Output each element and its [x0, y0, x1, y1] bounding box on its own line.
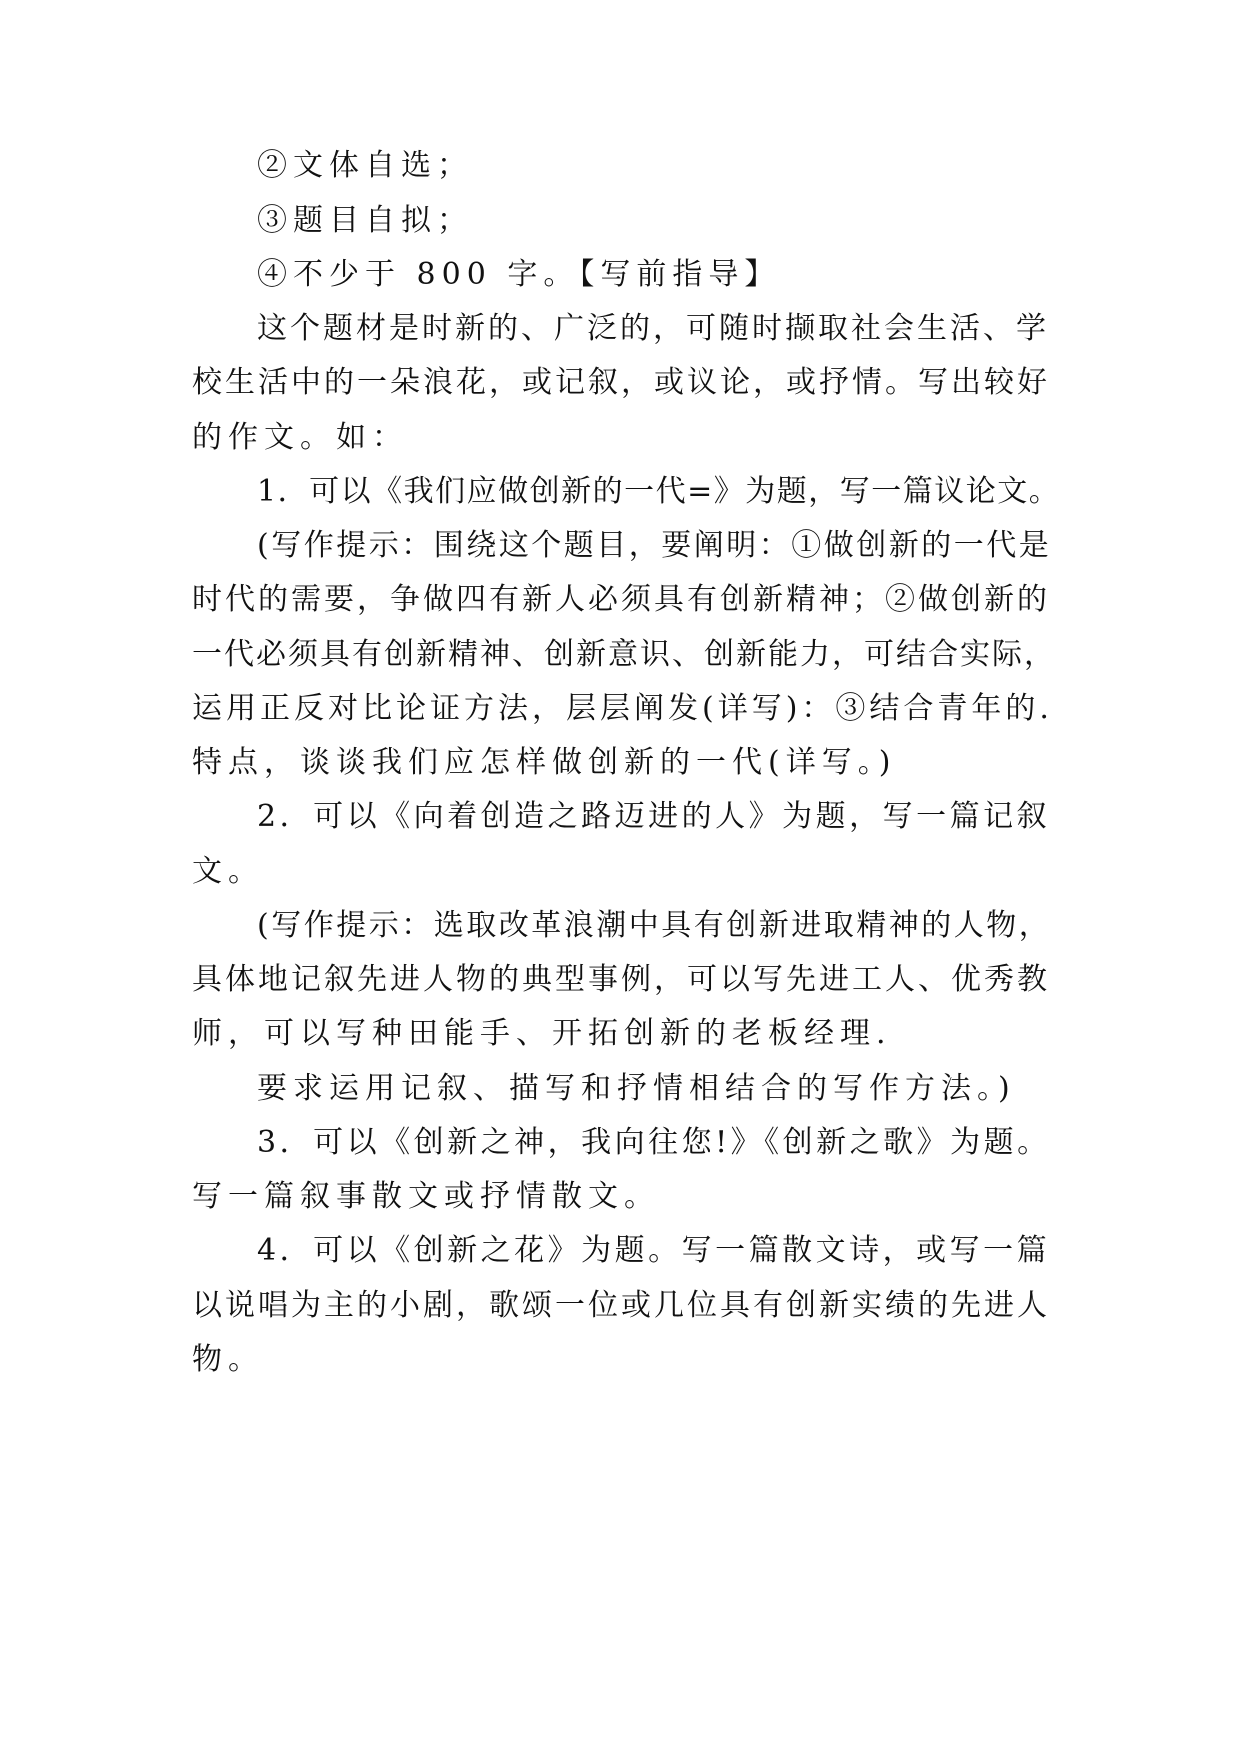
text-line-title: ③题目自拟； — [257, 203, 473, 238]
item-2-hint-line-2: 具体地记叙先进人物的典型事例，可以写先进工人、优秀教 — [192, 962, 1050, 997]
item-1-hint-line-5: 特点，谈谈我们应怎样做创新的一代(详写。) — [192, 745, 897, 780]
paragraph-intro-line-2: 校生活中的一朵浪花，或记叙，或议论，或抒情。写出较好 — [192, 365, 1050, 400]
item-2-hint-line-4: 要求运用记叙、描写和抒情相结合的写作方法。) — [257, 1071, 1016, 1106]
item-1-line-1: 1．可以《我们应做创新的一代=》为题，写一篇议论文。 — [257, 474, 1061, 509]
paragraph-intro-line-1: 这个题材是时新的、广泛的，可随时撷取社会生活、学 — [257, 311, 1049, 346]
item-1-hint-line-4: 运用正反对比论证方法，层层阐发(详写)：③结合青年的. — [192, 691, 1053, 726]
item-2-hint-line-1: (写作提示：选取改革浪潮中具有创新进取精神的人物， — [257, 908, 1052, 943]
text-line-genre: ②文体自选； — [257, 148, 473, 183]
item-1-hint-line-2: 时代的需要，争做四有新人必须具有创新精神；②做创新的 — [192, 582, 1050, 617]
text-line-length: ④不少于 800 字。【写前指导】 — [257, 257, 781, 292]
item-3-line-2: 写一篇叙事散文或抒情散文。 — [192, 1179, 660, 1214]
item-4-line-1: 4．可以《创新之花》为题。写一篇散文诗，或写一篇 — [257, 1233, 1051, 1268]
item-4-line-3: 物。 — [192, 1342, 264, 1377]
item-4-line-2: 以说唱为主的小剧，歌颂一位或几位具有创新实绩的先进人 — [192, 1288, 1050, 1323]
item-2-line-1: 2．可以《向着创造之路迈进的人》为题，写一篇记叙 — [257, 799, 1051, 834]
item-2-line-2: 文。 — [192, 854, 264, 889]
item-1-hint-line-1: (写作提示：围绕这个题目，要阐明：①做创新的一代是 — [257, 528, 1052, 563]
item-2-hint-line-3: 师，可以写种田能手、开拓创新的老板经理. — [192, 1016, 892, 1051]
paragraph-intro-line-3: 的作文。如： — [192, 420, 408, 455]
item-1-hint-line-3: 一代必须具有创新精神、创新意识、创新能力，可结合实际， — [192, 637, 1056, 672]
item-3-line-1: 3．可以《创新之神，我向往您!》《创新之歌》为题。 — [257, 1125, 1051, 1160]
